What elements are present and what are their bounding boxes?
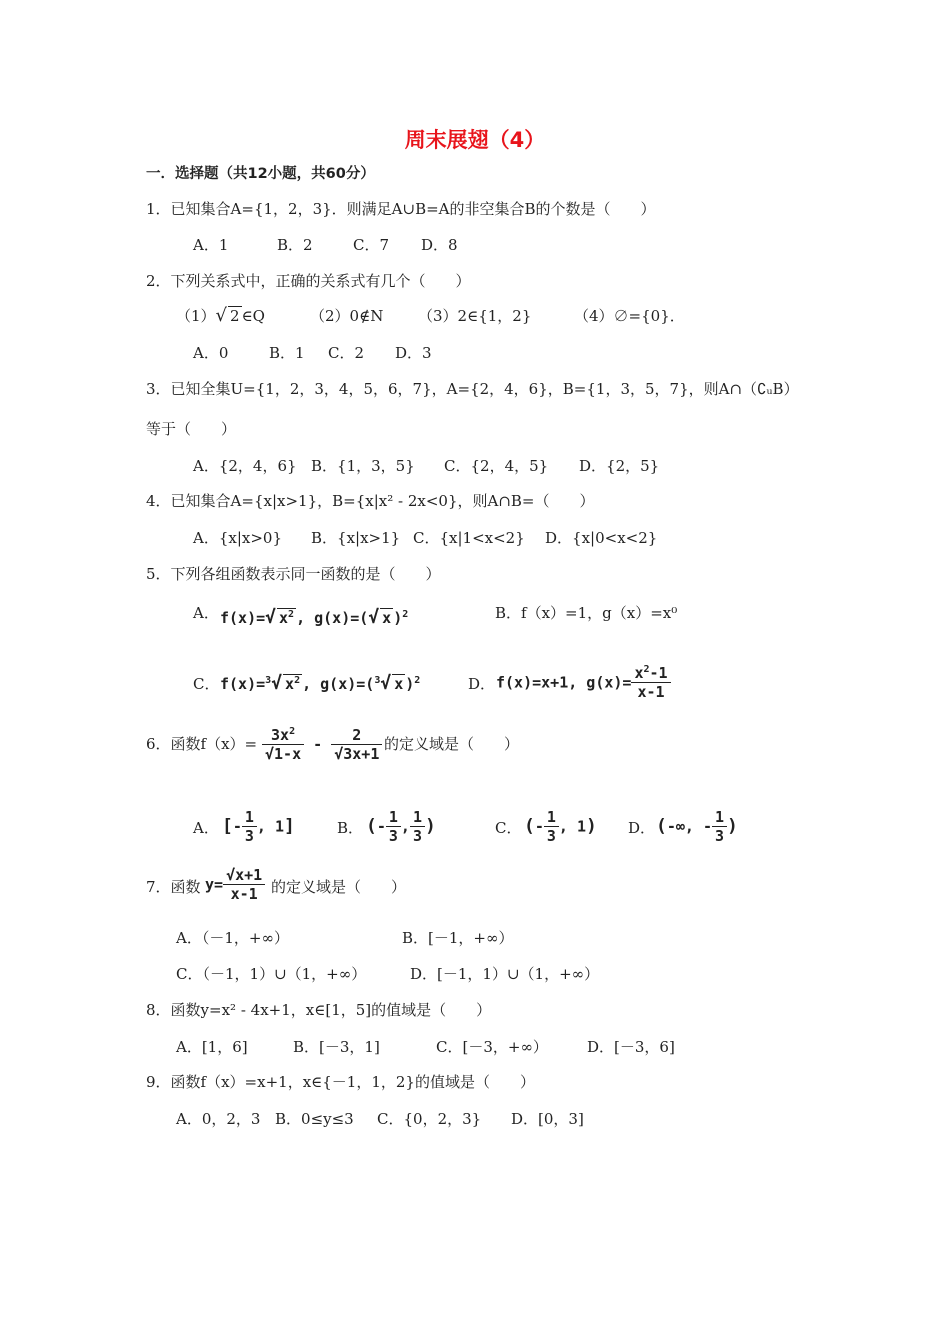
q5-option-d-formula: f(x)=x+1, g(x)= $\frac{x^2-1}{x-1}$ bbox=[496, 664, 671, 701]
q2-item-1 bbox=[176, 306, 265, 326]
q6-stem-post: 的定义域是（ ） bbox=[384, 735, 520, 753]
q2-option-b[interactable]: B．1 bbox=[269, 344, 305, 362]
q1-option-a[interactable]: A．1 bbox=[193, 236, 229, 254]
q6-option-b-label[interactable]: B． bbox=[337, 819, 364, 837]
question-8-stem: 8．函数y=x² - 4x+1，x∈[1，5]的值域是（ ） bbox=[146, 1001, 492, 1019]
q5-option-a-formula: f(x)=√ $x^2$ , g(x)=(√ x )$^2$ bbox=[220, 607, 409, 628]
q6-option-a-label[interactable]: A． bbox=[193, 819, 219, 837]
question-5-stem: 5．下列各组函数表示同一函数的是（ ） bbox=[146, 565, 441, 583]
q7-option-a[interactable]: A．（－1，+∞） bbox=[176, 929, 289, 947]
q6-formula: $\frac{3x^2}{√1-x}$ - $\frac{2}{√3x+1}$ bbox=[262, 726, 382, 763]
q3-option-b[interactable]: B．{1，3，5} bbox=[311, 457, 415, 475]
question-7-stem-pre: 7．函数 bbox=[146, 878, 201, 896]
q2-item-1-tail: ∈Q bbox=[241, 307, 265, 325]
q1-option-d[interactable]: D．8 bbox=[421, 236, 458, 254]
q7-option-c[interactable]: C．（－1，1）∪（1，+∞） bbox=[176, 965, 367, 983]
q2-item-2: （2）0∉N bbox=[310, 307, 384, 325]
q1-option-c[interactable]: C．7 bbox=[353, 236, 390, 254]
q7-formula: y= $\frac{√x+1}{x-1}$ bbox=[205, 866, 265, 903]
question-3-stem-cont: 等于（ ） bbox=[146, 420, 237, 438]
q3-option-a[interactable]: A．{2，4，6} bbox=[193, 457, 297, 475]
q5-option-a-label[interactable]: A． bbox=[193, 604, 219, 622]
q8-option-d[interactable]: D．[－3，6] bbox=[587, 1038, 675, 1056]
q7-option-d[interactable]: D．[－1，1）∪（1，+∞） bbox=[410, 965, 600, 983]
q5-option-c-label[interactable]: C． bbox=[193, 675, 220, 693]
q2-option-c[interactable]: C．2 bbox=[328, 344, 365, 362]
q9-option-a[interactable]: A．0，2，3 bbox=[176, 1110, 261, 1128]
question-7-stem-post: 的定义域是（ ） bbox=[271, 878, 407, 896]
q2-option-a[interactable]: A．0 bbox=[193, 344, 229, 362]
q6-option-d-formula: (-∞, - $\frac{1}{3}$ ) bbox=[656, 808, 738, 845]
q5-option-c-formula: f(x)=$^3$√ $x^2$ , g(x)=($^3$√ x )$^2$ bbox=[220, 673, 421, 694]
radical-icon: √ bbox=[215, 305, 228, 326]
q9-option-b[interactable]: B．0≤y≤3 bbox=[275, 1110, 354, 1128]
q8-option-b[interactable]: B．[－3，1] bbox=[293, 1038, 380, 1056]
q2-item-1-label: （1） bbox=[176, 307, 216, 325]
question-3-stem: 3．已知全集U={1，2，3，4，5，6，7}，A={2，4，6}，B={1，3，5，7}，则A∩（∁ᵤB） bbox=[146, 380, 799, 398]
question-6-stem bbox=[146, 734, 257, 754]
q6-option-a-formula: [- $\frac{1}{3}$ , 1] bbox=[222, 808, 295, 845]
q4-option-b[interactable]: B．{x|x>1} bbox=[311, 529, 401, 547]
q6-option-c-formula: (- $\frac{1}{3}$ , 1) bbox=[524, 808, 597, 845]
q2-item-3: （3）2∈{1，2} bbox=[418, 307, 532, 325]
question-4-stem: 4．已知集合A={x|x>1}，B={x|x² - 2x<0}，则A∩B=（ ） bbox=[146, 492, 595, 510]
q4-option-a[interactable]: A．{x|x>0} bbox=[193, 529, 283, 547]
question-1-stem: 1．已知集合A={1，2，3}．则满足A∪B=A的非空集合B的个数是（ ） bbox=[146, 200, 656, 218]
q2-item-1-radicand: 2 bbox=[230, 307, 240, 325]
q4-option-d[interactable]: D．{x|0<x<2} bbox=[545, 529, 658, 547]
q7-option-b[interactable]: B．[－1，+∞） bbox=[402, 929, 514, 947]
q2-option-d[interactable]: D．3 bbox=[395, 344, 432, 362]
q1-option-b[interactable]: B．2 bbox=[277, 236, 313, 254]
q9-option-c[interactable]: C．{0，2，3} bbox=[377, 1110, 482, 1128]
q6-stem-pre: 6．函数f（x）= bbox=[146, 735, 258, 753]
q6-option-d-label[interactable]: D． bbox=[628, 819, 656, 837]
page-title: 周末展翅（4） bbox=[404, 128, 546, 152]
q3-option-d[interactable]: D．{2，5} bbox=[579, 457, 660, 475]
q6-option-b-formula: (- $\frac{1}{3}$ , $\frac{1}{3}$ ) bbox=[366, 808, 436, 845]
q4-option-c[interactable]: C．{x|1<x<2} bbox=[413, 529, 525, 547]
q9-option-d[interactable]: D．[0，3] bbox=[511, 1110, 584, 1128]
section-heading: 一．选择题（共12小题，共60分） bbox=[146, 166, 375, 182]
q8-option-c[interactable]: C．[－3，+∞） bbox=[436, 1038, 548, 1056]
q2-item-4: （4）∅={0}． bbox=[574, 307, 685, 325]
q5-option-b[interactable]: B．f（x）=1，g（x）=x⁰ bbox=[495, 604, 678, 622]
q6-option-c-label[interactable]: C． bbox=[495, 819, 522, 837]
q8-option-a[interactable]: A．[1，6] bbox=[176, 1038, 248, 1056]
question-2-stem: 2．下列关系式中，正确的关系式有几个（ ） bbox=[146, 272, 471, 290]
q5-option-d-label[interactable]: D． bbox=[468, 675, 496, 693]
q3-option-c[interactable]: C．{2，4，5} bbox=[444, 457, 549, 475]
question-9-stem: 9．函数f（x）=x+1，x∈{－1，1，2}的值域是（ ） bbox=[146, 1073, 535, 1091]
